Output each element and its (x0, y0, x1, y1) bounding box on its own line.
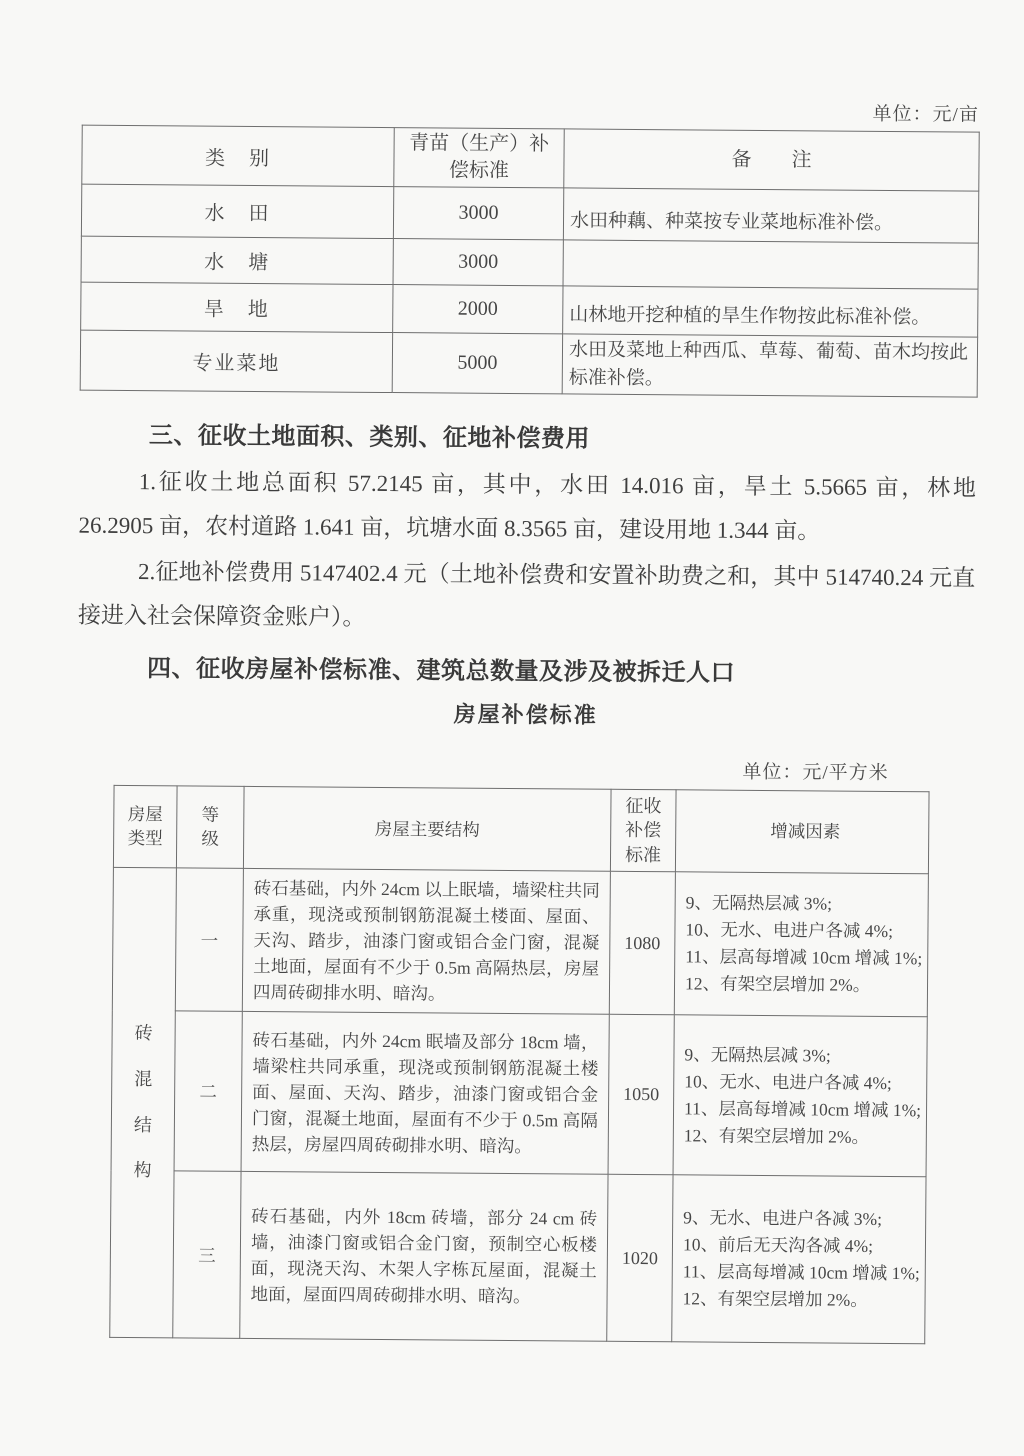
unit-label-yuan-per-sqm: 单位：元/平方米 (742, 761, 889, 785)
category-cell: 水 田 (81, 184, 393, 238)
factors-cell: 9、无隔热层减 3%; 10、无水、电进户各减 4%; 11、层高每增减 10cm 增减 1%; 12、有架空层增加 2%。 (674, 872, 928, 1017)
table-row (81, 236, 978, 289)
col-header-house-type: 房屋类型 (113, 785, 177, 867)
structure-cell: 砖石基础，内外 18cm 砖墙，部分 24 cm 砖墙，油漆门窗或铝合金门窗，预制空心板楼面，现浇天沟、木架人字栋瓦屋面，混凝土地面，屋面四周砖砌排水明、暗沟。 (240, 1171, 608, 1341)
standard-cell: 5000 (392, 333, 562, 394)
document-page (0, 92, 1024, 1456)
structure-cell: 砖石基础，内外 24cm 眠墙及部分 18cm 墙，墙梁柱共同承重，现浇或预制钢筋混凝土楼面、屋面、天沟、踏步，油漆门窗或铝合金门窗，混凝土地面，屋面有不少于 0.5m 高隔热层，房屋四周砖砌排水明、暗沟。 (241, 1011, 609, 1174)
table-row (111, 1010, 927, 1176)
col-header-remark: 备 注 (564, 129, 979, 191)
table-header-row (82, 125, 979, 191)
table-row (81, 184, 978, 243)
grade-cell: 三 (173, 1171, 241, 1339)
remark-cell (563, 240, 978, 289)
category-cell: 旱 地 (81, 282, 393, 332)
col-header-factors: 增减因素 (675, 790, 929, 874)
standard-cell: 2000 (393, 285, 563, 334)
house-type-cell: 砖混结构 (110, 867, 177, 1337)
remark-cell: 水田及菜地上种西瓜、草莓、葡萄、苗木均按此标准补偿。 (562, 334, 977, 397)
unit-label-yuan-per-mu: 单位：元/亩 (872, 103, 979, 126)
col-header-standard: 青苗（生产）补偿标准 (394, 128, 564, 188)
table-row (81, 282, 978, 337)
section-heading-4: 四、征收房屋补偿标准、建筑总数量及涉及被拆迁人口 (146, 655, 736, 687)
category-cell: 水 塘 (81, 236, 393, 284)
paragraph-compensation-fee: 2.征地补偿费用 5147402.4 元（土地补偿费和安置补助费之和，其中 514740.24 元直接进入社会保障资金账户）。 (77, 559, 976, 630)
col-header-grade: 等级 (176, 786, 244, 869)
table-row (112, 867, 928, 1016)
section-heading-3: 三、征收土地面积、类别、征地补偿费用 (148, 422, 591, 453)
house-compensation-table (109, 785, 929, 1344)
col-header-category: 类 别 (82, 125, 394, 186)
structure-cell: 砖石基础，内外 24cm 以上眠墙，墙梁柱共同承重，现浇或预制钢筋混凝土楼面、屋面、天沟、踏步，油漆门窗或铝合金门窗，混凝土地面，屋面有不少于 0.5m 高隔热层，房屋四周砖砌排水明、暗沟。 (242, 868, 610, 1014)
standard-cell: 3000 (393, 239, 563, 286)
category-cell: 专业菜地 (80, 330, 392, 393)
standard-cell: 1080 (609, 871, 675, 1015)
table-header-row (113, 785, 929, 873)
factors-cell: 9、无隔热层减 3%; 10、无水、电进户各减 4%; 11、层高每增减 10cm 增减 1%; 12、有架空层增加 2%。 (673, 1015, 927, 1177)
col-header-standard: 征收补偿标准 (610, 789, 676, 872)
remark-cell: 水田种藕、种菜按专业菜地标准补偿。 (563, 188, 978, 243)
crop-compensation-table (80, 125, 980, 398)
grade-cell: 二 (174, 1011, 242, 1172)
table-row (110, 1170, 926, 1343)
table-row (80, 330, 977, 397)
standard-cell: 1020 (607, 1174, 673, 1342)
col-header-structure: 房屋主要结构 (243, 786, 611, 871)
standard-cell: 3000 (393, 187, 563, 240)
factors-cell: 9、无水、电进户各减 3%; 10、前后无天沟各减 4%; 11、层高每增减 10cm 增减 1%; 12、有架空层增加 2%。 (672, 1175, 926, 1344)
paragraph-land-area: 1.征收土地总面积 57.2145 亩，其中，水田 14.016 亩，旱土 5.5665 亩，林地 26.2905 亩，农村道路 1.641 亩，坑塘水面 8.3565 亩，建设用地 1.344 亩。 (78, 469, 977, 544)
standard-cell: 1050 (608, 1014, 674, 1175)
subtitle-house-compensation: 房屋补偿标准 (453, 701, 598, 728)
grade-cell: 一 (175, 868, 243, 1012)
remark-cell: 山林地开挖种植的旱生作物按此标准补偿。 (563, 286, 978, 337)
